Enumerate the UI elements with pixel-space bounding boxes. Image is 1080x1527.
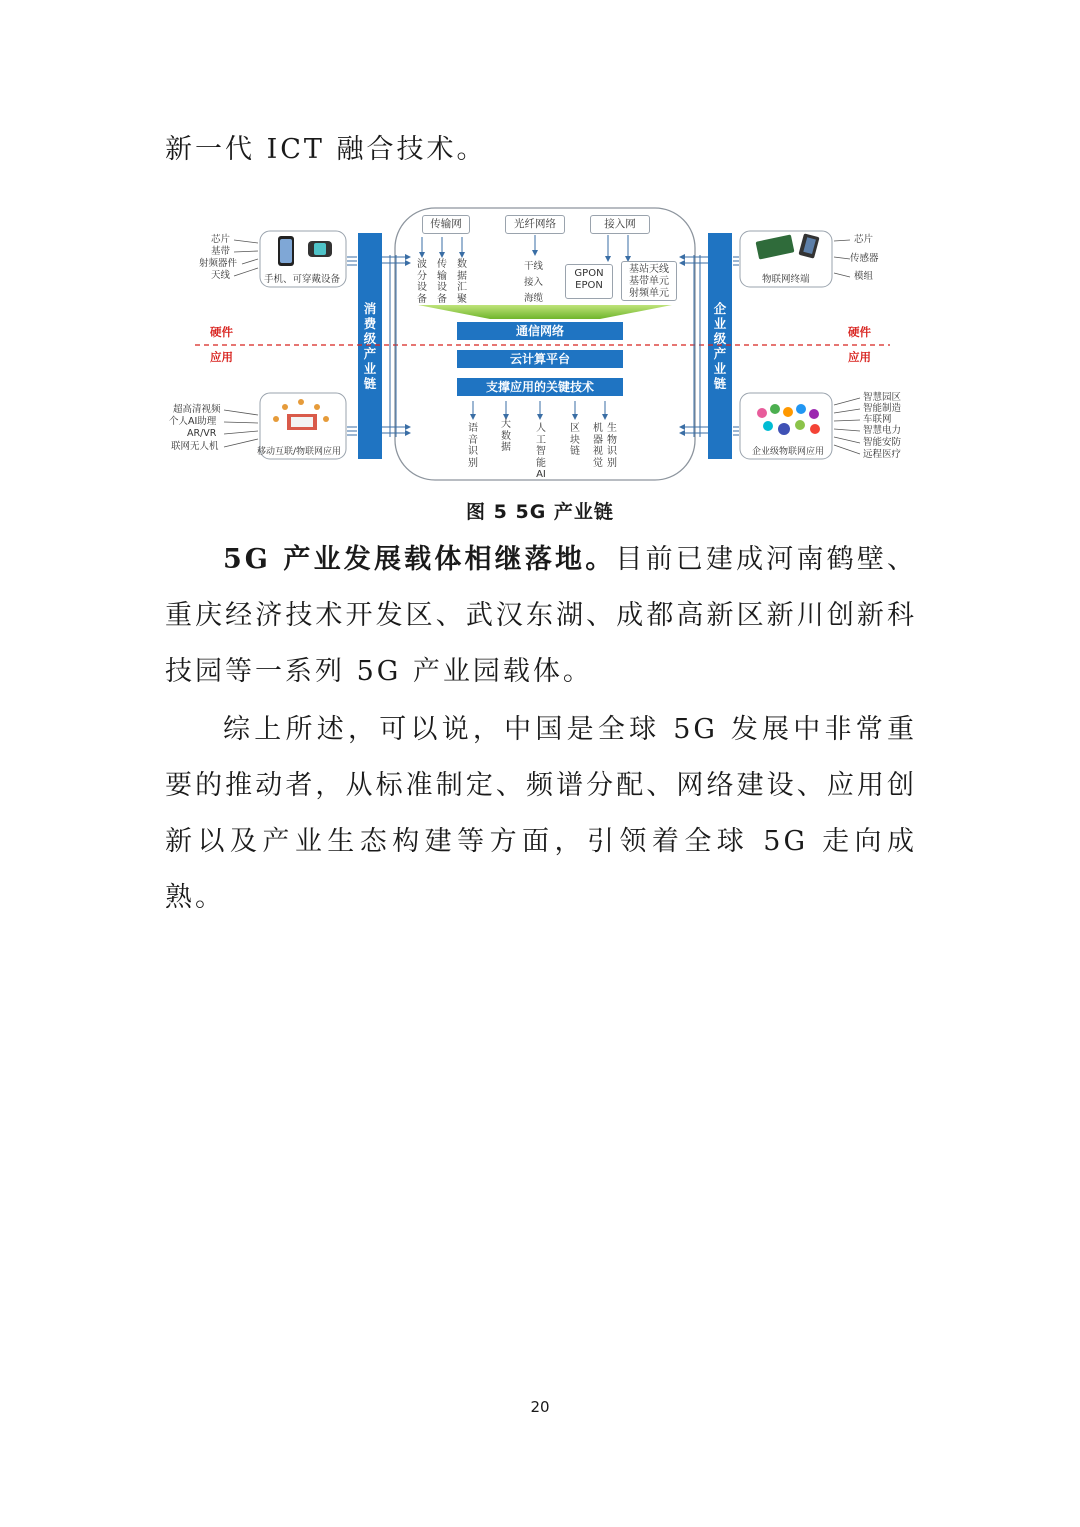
paragraph-conclusion	[165, 702, 917, 926]
pon-box	[565, 264, 613, 299]
consumer-chain-label: 消费级产业链	[363, 301, 377, 391]
bottom-right-item: 智能制造	[863, 403, 902, 414]
transport-item: 传输设备	[437, 259, 447, 305]
figure-caption: 图 5 5G 产业链	[466, 501, 614, 523]
application-label-right: 应用	[848, 350, 871, 364]
pon-item: EPON	[575, 280, 603, 291]
bottom-right-item: 智能安防	[863, 437, 902, 448]
bottom-right-item: 远程医疗	[863, 449, 902, 460]
bottom-left-item: AR/VR	[187, 428, 217, 439]
key-tech-item: 区块链	[570, 423, 580, 457]
fiber-item: 接入	[524, 277, 544, 288]
layer-cloud-platform: 云计算平台	[457, 350, 623, 368]
top-left-item: 基带	[211, 246, 231, 257]
enterprise-chain-label: 企业级产业链	[713, 301, 727, 391]
industry-chain-diagram	[160, 205, 920, 490]
access-network-header: 接入网	[590, 215, 650, 234]
bottom-left-box-label: 移动互联/物联网应用	[257, 447, 342, 457]
top-left-item: 射频器件	[199, 258, 238, 269]
hardware-label-right: 硬件	[848, 325, 871, 339]
key-tech-item: 人工智能AI	[536, 423, 546, 480]
top-left-box-label: 手机、可穿戴设备	[264, 274, 341, 285]
fiber-item: 干线	[524, 261, 544, 272]
top-right-item: 芯片	[854, 234, 874, 245]
fiber-network-header: 光纤网络	[505, 215, 565, 234]
base-station-box	[621, 261, 677, 301]
bottom-right-item: 智慧电力	[863, 425, 902, 436]
top-left-item: 芯片	[211, 234, 231, 245]
transport-item: 波分设备	[417, 259, 427, 305]
paragraph-text: 目前已建成河南鹤壁、重庆经济技术开发区、武汉东湖、成都高新区新川创新科技园等一系列 5G 产业园载体。	[165, 544, 917, 687]
hardware-label-left: 硬件	[210, 325, 233, 339]
transport-network-header: 传输网	[422, 215, 470, 234]
fiber-item: 海缆	[524, 293, 544, 304]
paragraph-text: 新一代 ICT 融合技术。	[165, 134, 487, 165]
station-item: 基站天线	[629, 264, 669, 275]
paragraph-industry-parks	[165, 532, 917, 700]
paragraph-intro	[165, 122, 917, 178]
page-number: 20	[530, 1398, 550, 1416]
layer-communication-network: 通信网络	[457, 322, 623, 340]
paragraph-bold-lead: 5G 产业发展载体相继落地。	[223, 544, 616, 575]
top-left-item: 天线	[211, 270, 231, 281]
top-right-box-label: 物联网终端	[762, 274, 810, 285]
top-right-item: 模组	[854, 271, 874, 282]
bottom-right-item: 车联网	[863, 414, 892, 425]
paragraph-text: 综上所述，可以说，中国是全球 5G 发展中非常重要的推动者，从标准制定、频谱分配、网络建设、应用创新以及产业生态构建等方面，引领着全球 5G 走向成熟。	[165, 714, 917, 913]
bottom-left-item: 个人AI助理	[169, 416, 217, 427]
top-right-item: 传感器	[850, 253, 879, 264]
bottom-right-box-label: 企业级物联网应用	[752, 447, 825, 457]
key-tech-item: 机器视觉	[593, 423, 603, 469]
bottom-left-item: 超高清视频	[173, 404, 221, 415]
application-label-left: 应用	[210, 350, 233, 364]
transport-item: 数据汇聚	[457, 259, 467, 305]
bottom-right-item: 智慧园区	[863, 392, 902, 403]
key-tech-item: 生物识别	[607, 423, 617, 469]
bottom-left-item: 联网无人机	[171, 441, 219, 452]
key-tech-item: 大数据	[501, 419, 511, 453]
pon-item: GPON	[574, 268, 604, 279]
station-item: 基带单元	[629, 276, 669, 287]
station-item: 射频单元	[629, 288, 669, 299]
key-tech-item: 语音识别	[468, 423, 478, 469]
layer-key-technologies: 支撑应用的关键技术	[457, 378, 623, 396]
